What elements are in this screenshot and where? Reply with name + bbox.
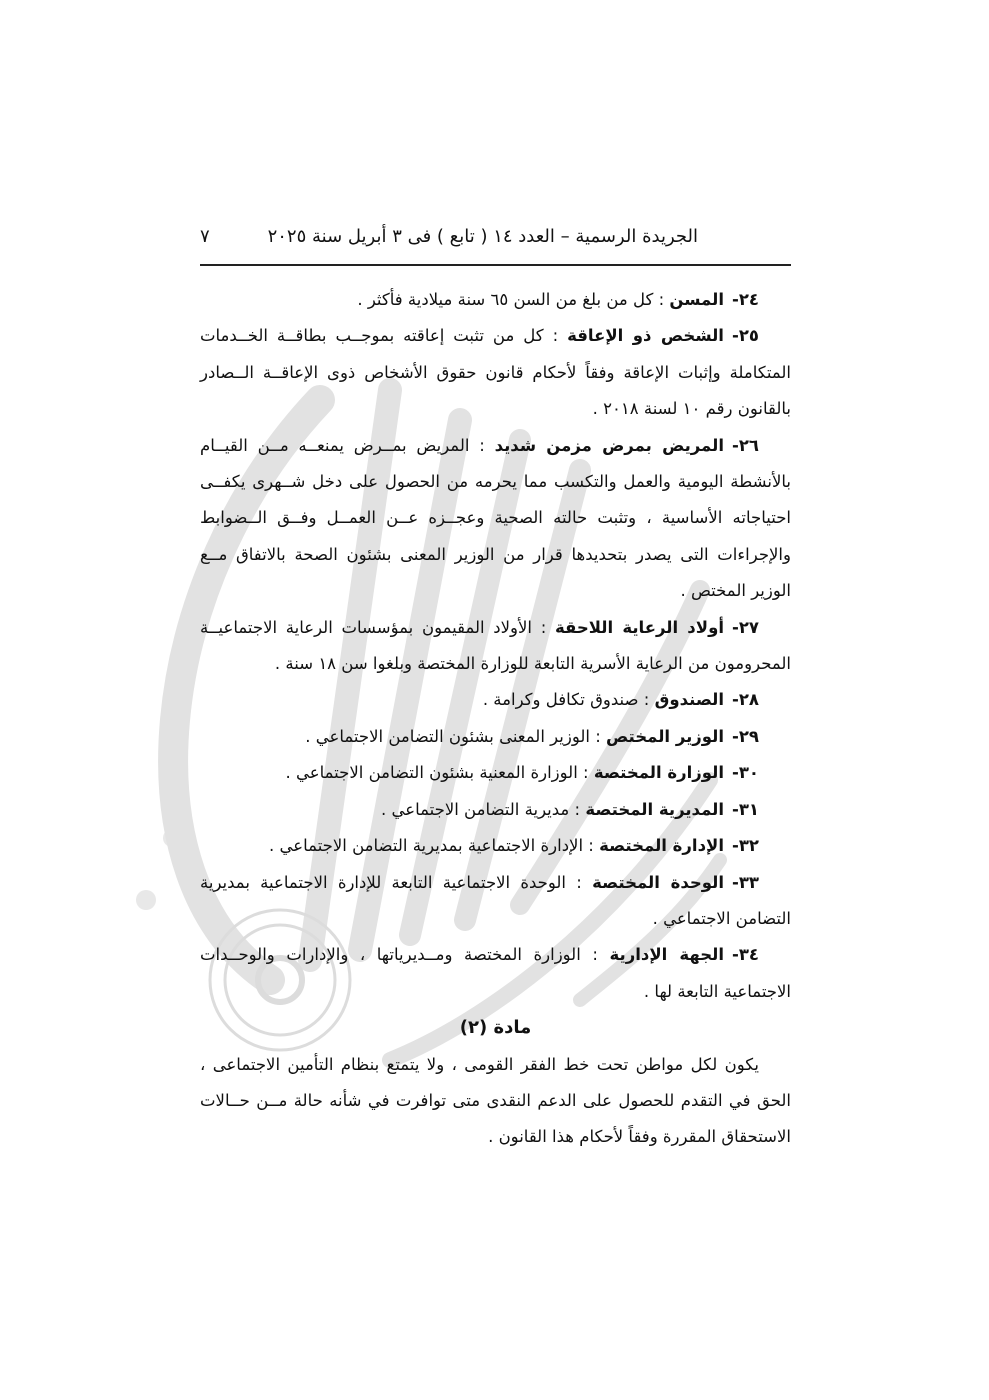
definition-26-line: والإجراءات التى يصدر بتحديدها قرار من الوزير المعنى بشئون الصحة بالاتفاق مــع [200, 544, 791, 564]
definition-27-line: المحرومون من الرعاية الأسرية التابعة للوزارة المختصة وبلغوا سن ١٨ سنة . [274, 654, 791, 674]
definition-33: ٣٣-الوحدة المختصة : الوحدة الاجتماعية التابعة للإدارة الاجتماعية بمديرية [200, 872, 759, 892]
header-divider [200, 264, 791, 266]
definition-29: ٢٩-الوزير المختص : الوزير المعنى بشئون التضامن الاجتماعي . [305, 726, 759, 746]
definition-25: ٢٥-الشخص ذو الإعاقة : كل من تثبت إعاقته بموجــب بطاقــة الخــدمات [200, 326, 759, 346]
definition-27: ٢٧-أولاد الرعاية اللاحقة : الأولاد المقيمون بمؤسسات الرعاية الاجتماعيــة [200, 617, 759, 637]
gazette-title: الجريدة الرسمية – العدد ١٤ ( تابع ) فى ٣ أبريل سنة ٢٠٢٥ [267, 226, 698, 247]
document-body [200, 282, 791, 1156]
definition-34: ٣٤-الجهة الإدارية : الوزارة المختصة ومــديرياتها ، والإدارات والوحــدات [200, 945, 759, 965]
definition-25-line: المتكاملة وإثبات الإعاقة وفقاً لأحكام قانون حقوق الأشخاص ذوى الإعاقــة الــصادر [200, 362, 791, 382]
definition-24: ٢٤-المسن : كل من بلغ من السن ٦٥ سنة ميلادية فأكثر . [357, 290, 759, 309]
definition-34-line: الاجتماعية التابعة لها . [643, 981, 791, 1001]
definition-26: ٢٦-المريض بمرض مزمن شديد : المريض بمــرض يمنعــه مــن القيــام [200, 435, 759, 455]
definition-33-line: التضامن الاجتماعي . [652, 908, 791, 928]
definition-28: ٢٨-الصندوق : صندوق تكافل وكرامة . [482, 690, 759, 710]
definition-26-line: الوزير المختص . [680, 581, 791, 601]
definition-25-line: بالقانون رقم ١٠ لسنة ٢٠١٨ . [592, 399, 791, 419]
definition-26-line: احتياجاته الأساسية ، وتثبت حالته الصحية وعجــزه عــن العمــل وفــق الــضوابط [200, 508, 791, 528]
definition-30: ٣٠-الوزارة المختصة : الوزارة المعنية بشئون التضامن الاجتماعي . [285, 763, 759, 783]
article-2-line: الحق في التقدم للحصول على الدعم النقدى متى توافرت في شأنه حالة مــن حــالات [200, 1090, 791, 1110]
definition-26-line: بالأنشطة اليومية والعمل والتكسب مما يحرمه من الحصول على دخل شــهرى يكفــى [200, 472, 791, 492]
page-number: ٧ [200, 226, 210, 247]
definition-32: ٣٢-الإدارة المختصة : الإدارة الاجتماعية بمديرية التضامن الاجتماعي . [269, 836, 759, 856]
article-heading: مادة (٢) [459, 1017, 532, 1039]
definition-31: ٣١-المديرية المختصة : مديرية التضامن الاجتماعي . [380, 799, 759, 819]
page-header [200, 226, 790, 256]
article-2-paragraph: يكون لكل مواطن تحت خط الفقر القومى ، ولا يتمتع بنظام التأمين الاجتماعى ، [200, 1054, 759, 1074]
article-2-line: الاستحقاق المقررة وفقاً لأحكام هذا القانون . [488, 1127, 791, 1147]
